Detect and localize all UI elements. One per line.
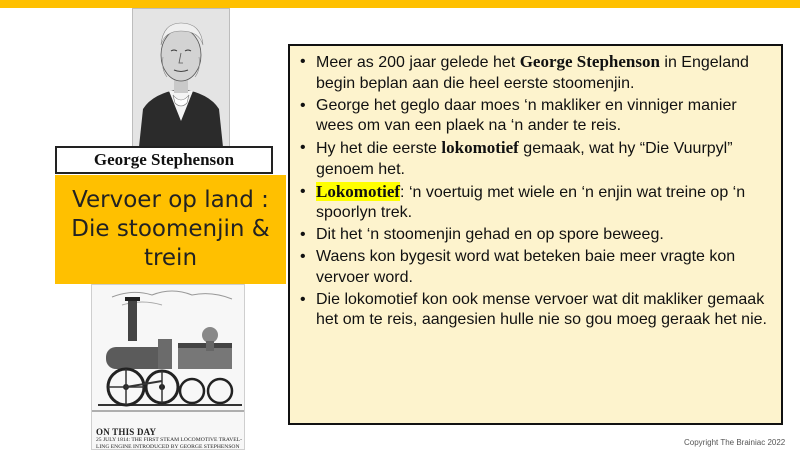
bullet-text: in Engeland begin beplan aan die heel eerste stoomenjin. xyxy=(316,54,749,92)
highlighted-term: Lokomotief xyxy=(316,181,401,201)
bullet-item xyxy=(316,247,771,288)
bullet-text: Die lokomotief kon ook mense vervoer wat dit makliker gemaak het om te reis, aangesien hulle nie so gou moeg geraak het nie. xyxy=(316,290,767,328)
bullet-item xyxy=(316,290,771,331)
bullet-item xyxy=(316,96,771,137)
copyright-text: Copyright The Brainiac 2022 xyxy=(684,438,786,447)
bullet-text: gemaak, wat hy “Die Vuurpyl” genoem het. xyxy=(316,140,733,178)
bullet-bold-text: lokomotief xyxy=(441,138,519,157)
portrait-image xyxy=(132,8,230,148)
slide-title: Vervoer op land : Die stoomenjin & trein xyxy=(71,187,270,271)
bullet-text: Hy het die eerste xyxy=(316,140,442,157)
bullet-bold-text: George Stephenson xyxy=(519,52,660,71)
bullet-item xyxy=(316,225,771,246)
caption-line: 25 JULY 1814: THE FIRST STEAM LOCOMOTIVE TRAVEL- xyxy=(96,437,242,443)
bullet-text: George het geglo daar moes ‘n makliker en vinniger manier wees om van een plaek na ‘n ander te reis. xyxy=(316,96,737,134)
locomotive-illustration xyxy=(92,285,244,425)
bullet-text-box xyxy=(288,44,783,425)
bullet-text: Dit het ‘n stoomenjin gehad en op spore beweeg. xyxy=(316,226,664,243)
top-accent-bar xyxy=(0,0,800,8)
engraving-caption xyxy=(96,427,245,450)
title-panel xyxy=(55,175,286,284)
bullet-item xyxy=(316,182,771,224)
name-label: George Stephenson xyxy=(93,150,235,169)
bullet-item xyxy=(316,52,771,94)
caption-heading: ON THIS DAY xyxy=(96,427,157,437)
bullet-text: Meer as 200 jaar gelede het xyxy=(316,54,520,71)
bullet-list xyxy=(316,52,771,331)
name-label-box xyxy=(55,146,273,174)
locomotive-engraving xyxy=(91,284,245,450)
portrait-illustration xyxy=(133,9,229,147)
caption-line: LING ENGINE INTRODUCED BY GEORGE STEPHENSON xyxy=(96,444,240,450)
bullet-text: : ‘n voertuig met wiele en ‘n enjin wat treine op ‘n spoorlyn trek. xyxy=(316,183,746,221)
bullet-item xyxy=(316,138,771,180)
bullet-text: Waens kon bygesit word wat beteken baie meer vragte kon vervoer word. xyxy=(316,248,736,286)
